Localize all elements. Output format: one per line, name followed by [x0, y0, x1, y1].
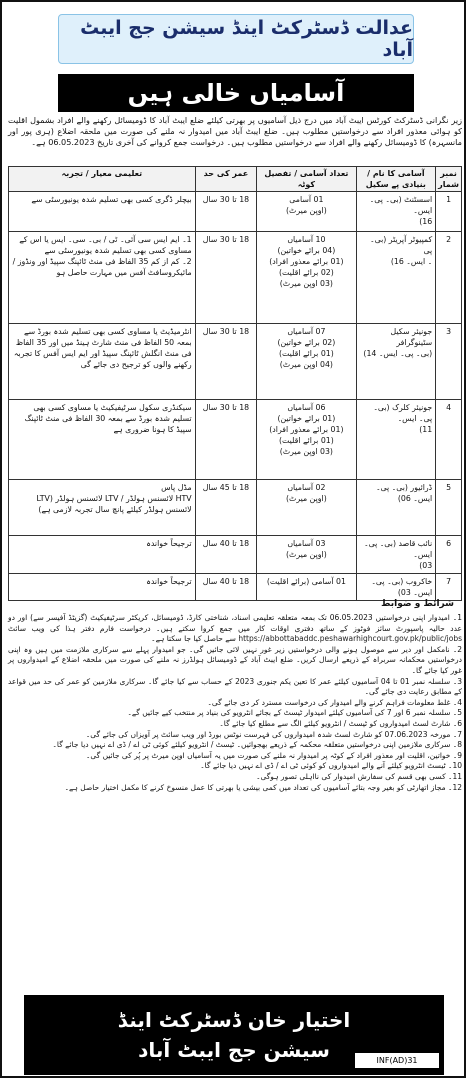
table-row [9, 192, 462, 232]
education-cell [9, 536, 196, 574]
age-cell: 18 تا 30 سال [195, 232, 257, 324]
count-line: 06 آسامیاں [287, 403, 326, 412]
serial-cell: 2 [436, 232, 462, 324]
count-line: (02 برائے خواتین) [277, 338, 336, 347]
header-education: تعلیمی معیار / تجربہ [9, 167, 196, 192]
age-cell: 18 تا 40 سال [195, 536, 257, 574]
reference-number: INF(AD)31 [354, 1052, 440, 1069]
terms-item: 2۔ نامکمل اور دیر سے موصول ہونے والی درخواستیں زیر غور نہیں لائی جائیں گی۔ جو امیدوار پہلے سے سرکاری ملازمت میں ہیں وہ اپنی درخواستیں محکمانہ سربراہ کے ذریعے ارسال کریں۔ ضلع ایبٹ آباد کے ڈومیسائل ہولڈرز نہ ملنے کی صورت میں ملحقہ اضلاع کے امیدواروں پر غور کیا جائے گا۔ [8, 644, 462, 675]
post-line: (بی۔ پی۔ ایس۔ 14) [363, 349, 433, 358]
post-cell [356, 400, 436, 480]
count-line: (01 برائے معذور افراد) [269, 257, 344, 266]
terms-item: 7۔ مورخہ 07.06.2023 کو شارٹ لسٹ شدہ امیدواروں کی فہرست نوٹس بورڈ اور ویب سائٹ پر آویزاں کی جائے گی۔ [85, 729, 462, 739]
serial-cell: 4 [436, 400, 462, 480]
education-cell [9, 400, 196, 480]
education-line: سیکنڈری سکول سرٹیفیکیٹ یا مساوی کسی بھی تسلیم شدہ بورڈ سے بمعہ 30 الفاظ فی منٹ ٹائپنگ سپیڈ کا ہونا ضروری ہے [24, 403, 192, 434]
age-cell: 18 تا 45 سال [195, 480, 257, 536]
post-cell [356, 324, 436, 400]
count-line: (01 برائے اقلیت) [278, 349, 334, 358]
table-row [9, 480, 462, 536]
table-row [9, 232, 462, 324]
court-title: عدالت ڈسٹرکٹ اینڈ سیشن جج ایبٹ آباد [58, 14, 414, 64]
terms-item: 5۔ سلسلہ نمبر 6 اور 7 کی آسامیوں کیلئے امیدوار ٹیسٹ کے بجائے انٹرویو کی بنیاد پر منتخب کیے جائیں گے۔ [127, 708, 462, 718]
signatory-designation: سیشن جج ایبٹ آباد [138, 1038, 330, 1062]
post-line: کمپیوٹر آپریٹر (بی۔ پی [370, 235, 433, 255]
education-line: HTV لائسنس ہولڈر / LTV لائسنس ہولڈر (LTV لائسنس ہولڈر کیلئے پانچ سال تجربہ لازمی ہے) [36, 494, 192, 514]
post-line: خاکروب (بی۔ پی۔ ایس۔ 03) [371, 577, 433, 597]
table-row [9, 324, 462, 400]
post-line: ڈرائیور (بی۔ پی۔ ایس۔ 06) [375, 483, 433, 503]
terms-list [8, 613, 462, 793]
terms-item [8, 613, 462, 645]
education-line: انٹرمیڈیٹ یا مساوی کسی بھی تسلیم شدہ بورڈ سے بمعہ 50 الفاظ فی منٹ شارٹ ہینڈ میں اور 35 الفاظ فی منٹ انگلش ٹائپنگ سپیڈ اور ایم ایس آفس کا تجربہ رکھنے والوں کو ترجیح دی جائے گی [13, 327, 192, 369]
post-line: 03) [419, 561, 433, 570]
signatory-name: اختیار خان ڈسٹرکٹ اینڈ [117, 1008, 351, 1032]
table-row [9, 536, 462, 574]
table-header-row [9, 167, 462, 192]
table-row [9, 574, 462, 601]
table-row [9, 400, 462, 480]
count-cell [257, 536, 356, 574]
age-cell: 18 تا 30 سال [195, 324, 257, 400]
post-line: اسسٹنٹ (بی۔ پی۔ ایس۔ [369, 195, 433, 215]
education-line: 2۔ کم از کم 35 الفاظ فی منٹ ٹائپنگ سپیڈ اور ونڈوز / مائیکروسافٹ آفس میں مہارت حاصل ہو [12, 257, 192, 277]
count-line: 03 آسامیاں [287, 539, 326, 548]
education-line: بیچلر ڈگری کسی بھی تسلیم شدہ یونیورسٹی سے [31, 195, 192, 204]
post-cell [356, 574, 436, 601]
terms-item: 11۔ کسی بھی قسم کی سفارش امیدوار کی نااہلی تصور ہوگی۔ [256, 771, 462, 781]
post-cell [356, 480, 436, 536]
count-line: (01 برائے خواتین) [277, 414, 336, 423]
count-cell [257, 324, 356, 400]
terms-item: 12۔ مجاز اتھارٹی کو بغیر وجہ بتائے آسامیوں کی تعداد میں کمی بیشی یا بھرتی کا عمل منسوخ کرنے کا مکمل اختیار حاصل ہے۔ [64, 782, 462, 792]
count-line: 07 آسامیاں [287, 327, 326, 336]
count-line: (03 اوپن میرٹ) [279, 279, 333, 288]
education-line: ترجیحاً خواندہ [146, 577, 192, 586]
count-cell [257, 192, 356, 232]
serial-cell: 7 [436, 574, 462, 601]
header-serial: نمبر شمار [436, 167, 462, 192]
terms-item: 8۔ سرکاری ملازمین اپنی درخواستیں متعلقہ محکمہ کے ذریعے بھجوائیں۔ ٹیسٹ / انٹرویو کیلئے کوئی ٹی اے / ڈی اے نہیں دیا جائے گا۔ [52, 740, 462, 750]
intro-line: ضلع ایبٹ آباد میں امیدوار نہ ملنے کی صورت میں ملحقہ اضلاع (ہری پور اور مانسہرہ) کا ڈومیسائل رکھنے والے افراد سے درخواستیں مطلوب ہیں۔ درخواست جمع [8, 126, 462, 148]
post-line: جونیئر کلرک (بی۔ پی۔ ایس۔ [373, 403, 433, 423]
serial-cell: 5 [436, 480, 462, 536]
count-cell [257, 400, 356, 480]
post-cell [356, 192, 436, 232]
count-line: (01 برائے معذور افراد) [269, 425, 344, 434]
terms-item: 10۔ ٹیسٹ انٹرویو کیلئے آنے والے امیدواروں کو کوئی ٹی اے / ڈی اے نہیں دیا جائے گا۔ [200, 761, 462, 771]
count-cell [257, 574, 356, 601]
education-line: مڈل پاس [161, 483, 192, 492]
serial-cell: 6 [436, 536, 462, 574]
terms-item: 9۔ خواتین، اقلیت اور معذور افراد کے کوٹہ پر امیدوار نہ ملنے کی صورت میں یہ آسامیاں اوپن میرٹ پر پُر کی جائیں گی۔ [85, 750, 462, 760]
intro-paragraph [8, 115, 462, 149]
post-cell [356, 536, 436, 574]
education-cell [9, 192, 196, 232]
count-cell [257, 232, 356, 324]
serial-cell: 1 [436, 192, 462, 232]
terms-item: 3۔ سلسلہ نمبر 01 تا 04 آسامیوں کیلئے عمر کا تعین یکم جنوری 2023 کے حساب سے کیا جائے گا۔ سرکاری ملازمین کو عمر کی حد میں قواعد کے مطابق رعایت دی جائے گی۔ [8, 676, 462, 697]
terms-item: 6۔ شارٹ لسٹ امیدواروں کو ٹیسٹ / انٹرویو کیلئے الگ سے مطلع کیا جائے گا۔ [219, 718, 462, 728]
intro-line: زیر نگرانی ڈسٹرکٹ کورٹس ایبٹ آباد میں درج ذیل آسامیوں پر بھرتی کیلئے ضلع ایبٹ آباد کا ڈومیسائل رکھنے والے افراد بشمول اقلیت کو ہوائی معذور افراد سے درخواستیں مطلوب ہیں۔ [8, 115, 462, 137]
count-line: (04 اوپن میرٹ) [279, 360, 333, 369]
terms-item: 4۔ غلط معلومات فراہم کرنے والے امیدوار کی درخواست مسترد کر دی جائے گی۔ [207, 697, 462, 707]
age-cell: 18 تا 30 سال [195, 400, 257, 480]
header-post: آسامی کا نام / بنیادی پے سکیل [356, 167, 436, 192]
vacancy-table [8, 166, 462, 601]
count-line: 01 آسامی [289, 195, 324, 204]
post-line: ۔ ایس۔ 16) [390, 257, 433, 266]
count-line: (اوپن میرٹ) [285, 206, 327, 215]
education-cell [9, 480, 196, 536]
count-cell [257, 480, 356, 536]
serial-cell: 3 [436, 324, 462, 400]
age-cell: 18 تا 40 سال [195, 574, 257, 601]
post-cell [356, 232, 436, 324]
education-cell [9, 232, 196, 324]
post-line: 16) [419, 217, 433, 226]
terms-text: 1۔ امیدوار اپنی درخواستیں 06.05.2023 تک بمعہ متعلقہ تعلیمی اسناد، شناختی کارڈ، ڈومیسائل، کریکٹر سرٹیفیکیٹ (گزیٹڈ آفیسر سے) اور دو عدد حالیہ پاسپورٹ سائز فوٹوز کے ساتھ دفتری اوقات کار میں جمع کروا سکتے ہیں۔ درخواست فارم دفتر ہذا کی ویب سائٹ [8, 613, 462, 633]
education-cell [9, 574, 196, 601]
education-line: 1۔ ایم ایس سی آئی۔ ٹی / بی۔ سی۔ ایس یا اس کے مساوی کسی بھی تسلیم شدہ یونیورسٹی سے [19, 235, 192, 255]
vacancies-banner: آسامیاں خالی ہیں [58, 74, 414, 112]
count-line: 01 آسامی (برائے اقلیت) [266, 577, 346, 586]
intro-line: کروانے کی آخری تاریخ 06.05.2023 ہے۔ [31, 137, 172, 148]
terms-heading: شرائط و ضوابط [381, 599, 454, 609]
terms-text: سے حاصل کیا جا سکتا ہے۔ [151, 634, 236, 644]
education-line: ترجیحاً خواندہ [146, 539, 192, 548]
count-line: (اوپن میرٹ) [285, 550, 327, 559]
count-line: (اوپن میرٹ) [285, 494, 327, 503]
header-age: عمر کی حد [195, 167, 257, 192]
count-line: (04 برائے خواتین) [277, 246, 336, 255]
post-line: جونیئر سکیل سٹینوگرافر [390, 327, 433, 347]
website-link[interactable]: https://abbottabaddc.peshawarhighcourt.gov.pk/public/jobs [238, 634, 462, 644]
count-line: (01 برائے اقلیت) [278, 436, 334, 445]
count-line: (02 برائے اقلیت) [278, 268, 334, 277]
header-count: تعداد آسامی / تفصیل کوٹہ [257, 167, 356, 192]
count-line: 02 آسامیاں [287, 483, 326, 492]
age-cell: 18 تا 30 سال [195, 192, 257, 232]
post-line: نائب قاصد (بی۔ پی۔ ایس۔ [364, 539, 433, 559]
education-cell [9, 324, 196, 400]
post-line: 11) [419, 425, 433, 434]
count-line: (03 اوپن میرٹ) [279, 447, 333, 456]
count-line: 10 آسامیاں [287, 235, 326, 244]
